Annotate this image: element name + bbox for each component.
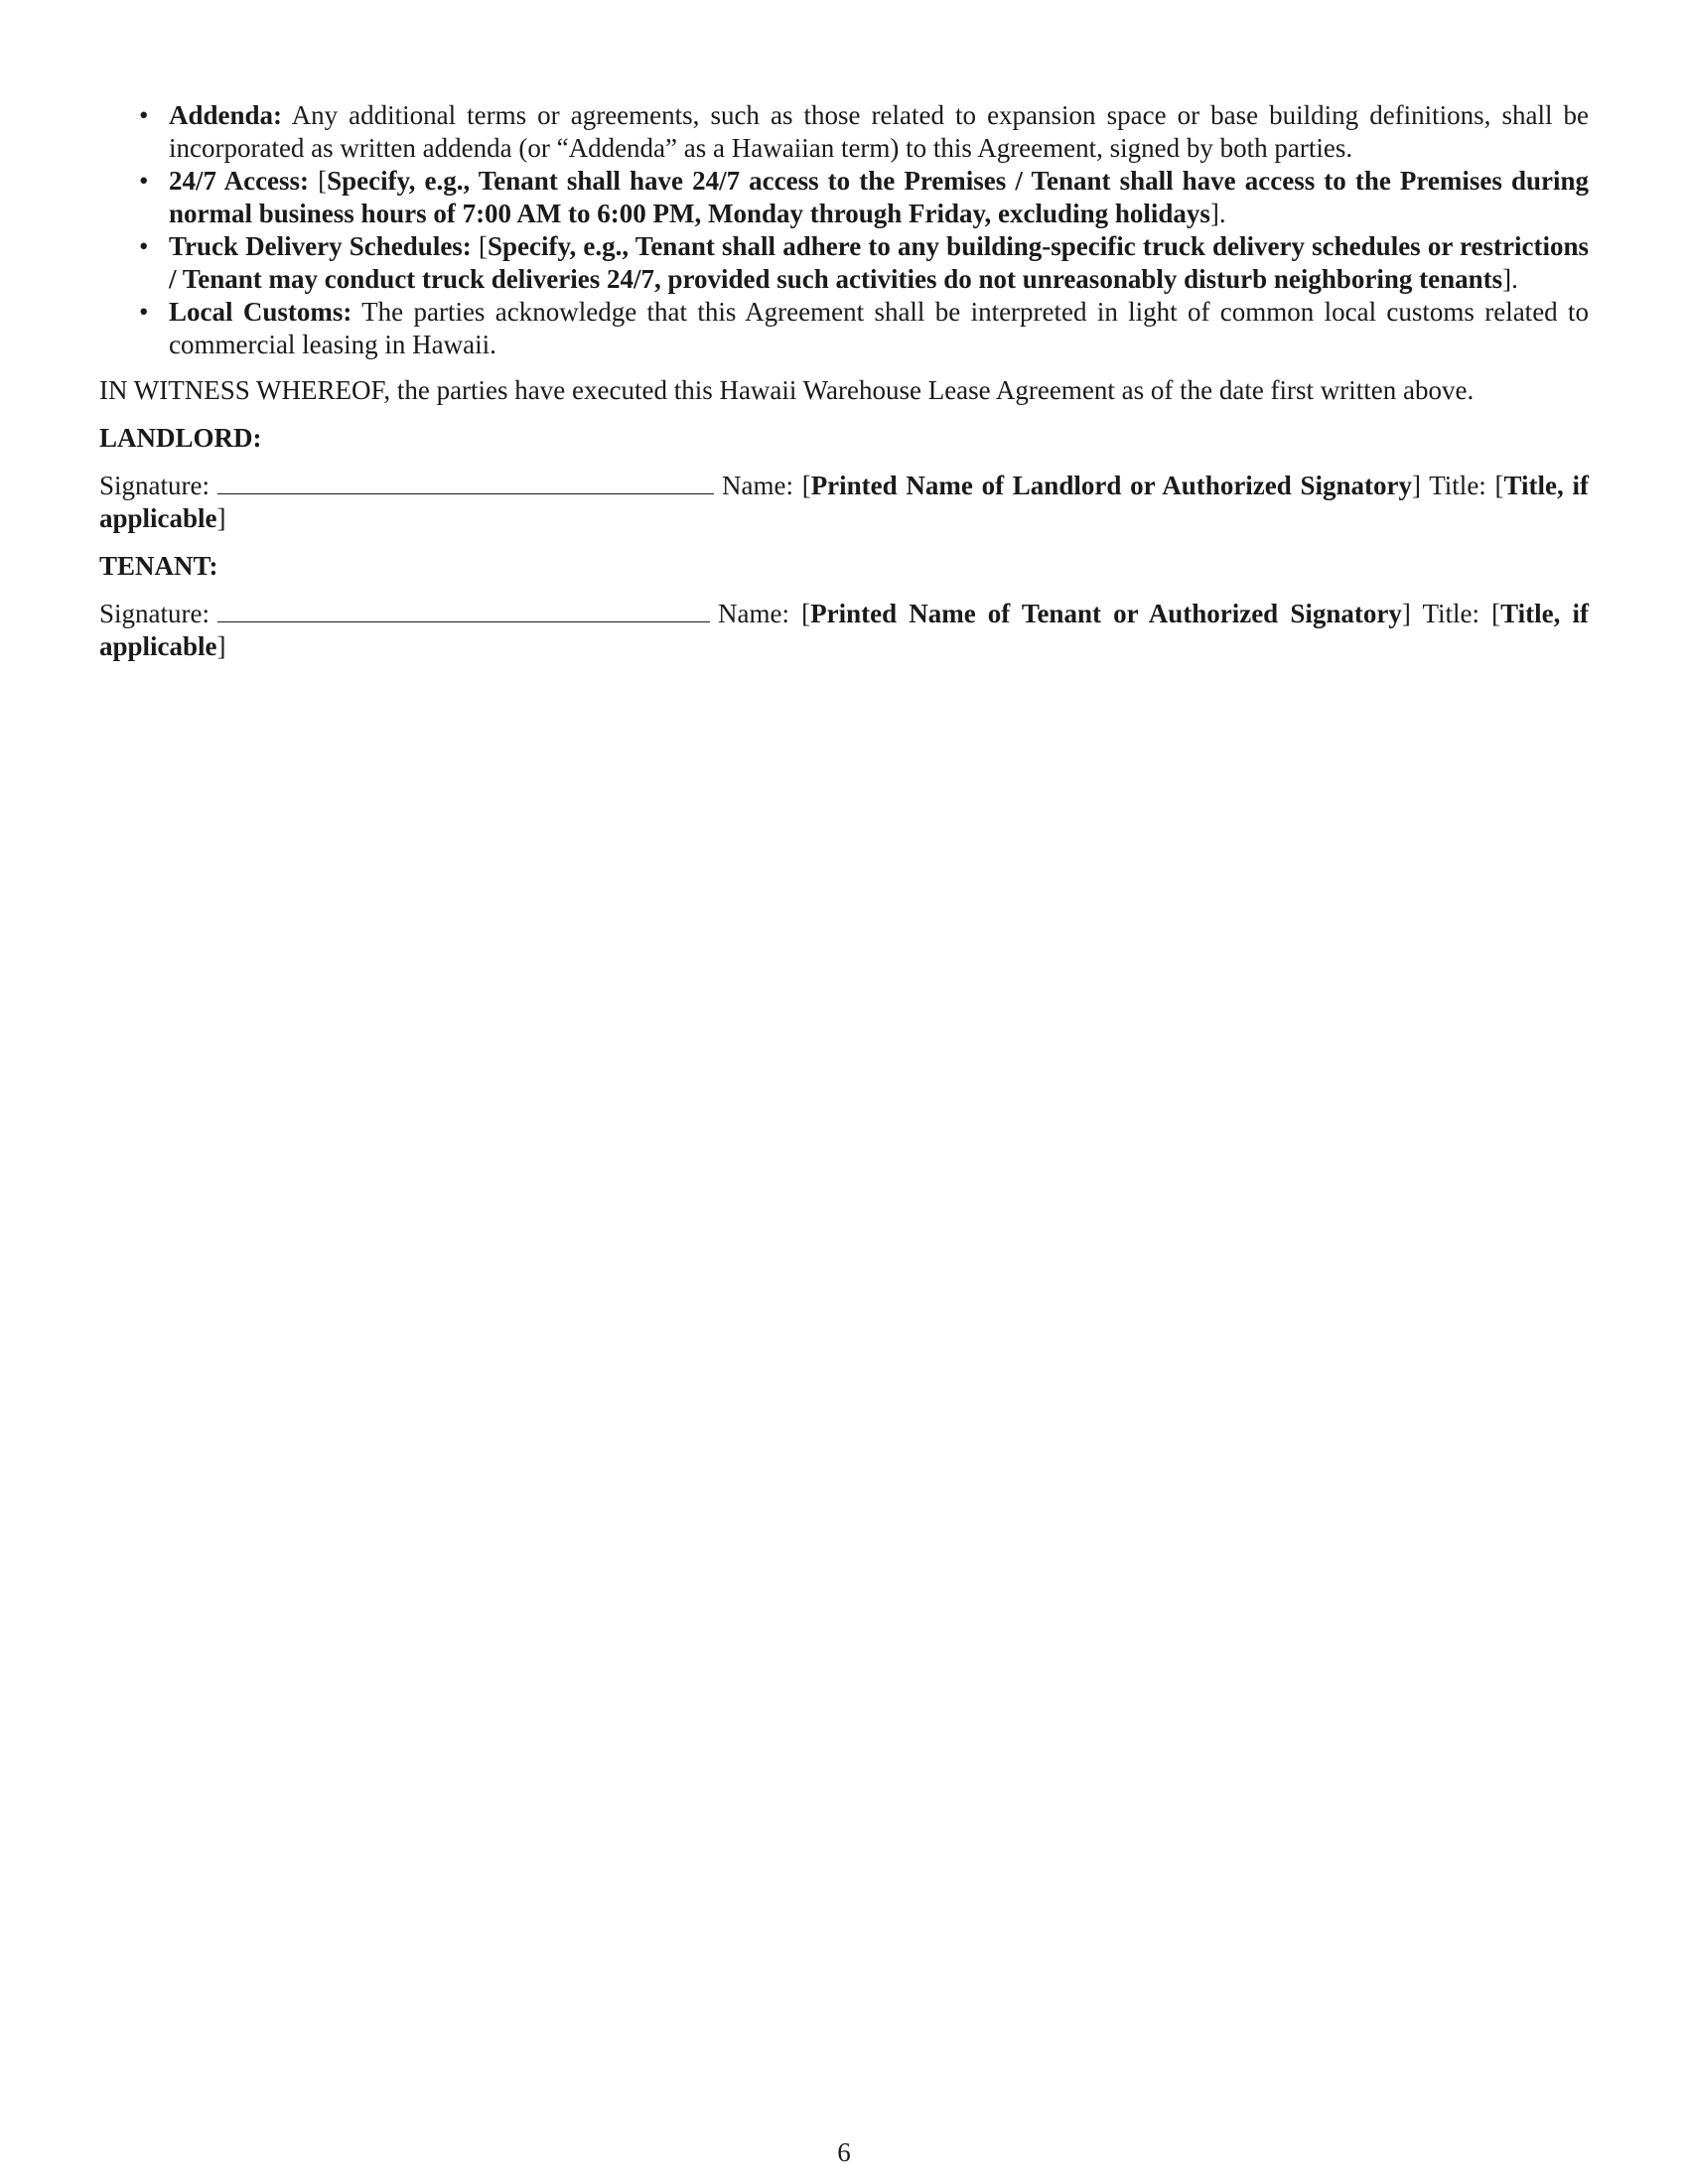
bullet-icon: •: [139, 100, 149, 130]
document-body: [99, 99, 1589, 663]
landlord-signature-line[interactable]: [217, 474, 714, 494]
placeholder-text: Specify, e.g., Tenant shall adhere to any building-specific truck delivery schedules or restrictions / Tenant may conduct truck deliveries 24/7, provided such activities do not unreasonably disturb neighboring tenants: [169, 231, 1589, 294]
signature-label: Signature:: [99, 471, 210, 500]
page-number: 6: [837, 2137, 851, 2167]
witness-paragraph: IN WITNESS WHEREOF, the parties have executed this Hawaii Warehouse Lease Agreement as of the date first written above.: [99, 375, 1475, 405]
tenant-name-placeholder: Printed Name of Tenant or Authorized Signatory: [810, 599, 1402, 628]
bracket-open: [: [309, 166, 328, 196]
placeholder-text: Specify, e.g., Tenant shall have 24/7 access to the Premises / Tenant shall have access to the Premises during normal business hours of 7:00 AM to 6:00 PM, Monday through Friday, excluding holidays: [169, 166, 1589, 228]
name-label: Name:: [717, 599, 789, 628]
item-label: Local Customs:: [169, 297, 352, 327]
item-text: The parties acknowledge that this Agreement shall be interpreted in light of common local customs related to commercial leasing in Hawaii.: [169, 297, 1589, 359]
landlord-signature-block: Signature: Name: [Printed Name of Landlord or Authorized Signatory] Title: [Title, if applicable]: [99, 471, 1589, 533]
bullet-icon: •: [139, 297, 149, 327]
bullet-icon: •: [139, 166, 149, 196]
item-label: Addenda:: [169, 100, 283, 130]
title-label: Title:: [1422, 599, 1479, 628]
item-label: Truck Delivery Schedules:: [169, 231, 472, 261]
tenant-signature-line[interactable]: [217, 602, 710, 622]
list-item-addenda: [99, 99, 1589, 165]
item-label: 24/7 Access:: [169, 166, 310, 196]
landlord-name-placeholder: Printed Name of Landlord or Authorized Signatory: [810, 471, 1413, 500]
list-item-local-customs: [99, 296, 1589, 361]
landlord-heading: LANDLORD:: [99, 423, 262, 453]
list-item-truck-delivery: [99, 230, 1589, 296]
tenant-title-placeholder: Title, if applicable: [99, 599, 1589, 661]
item-text: Any additional terms or agreements, such as those related to expansion space or base building definitions, shall be incorporated as written addenda (or “Addenda” as a Hawaiian term) to this Agreement, signed by both parties.: [169, 100, 1589, 163]
terms-list: [99, 99, 1589, 361]
bracket-close: ].: [1502, 264, 1518, 294]
bracket-close: ].: [1209, 199, 1226, 228]
list-item-access: [99, 165, 1589, 230]
tenant-heading: TENANT:: [99, 551, 218, 581]
landlord-title-placeholder: Title, if applicable: [99, 471, 1589, 533]
title-label: Title:: [1429, 471, 1486, 500]
bracket-open: [: [471, 231, 488, 261]
signature-label: Signature:: [99, 599, 210, 628]
name-label: Name:: [721, 471, 793, 500]
bullet-icon: •: [139, 231, 149, 261]
tenant-signature-block: Signature: Name: [Printed Name of Tenant or Authorized Signatory] Title: [Title, if applicable]: [99, 599, 1589, 661]
